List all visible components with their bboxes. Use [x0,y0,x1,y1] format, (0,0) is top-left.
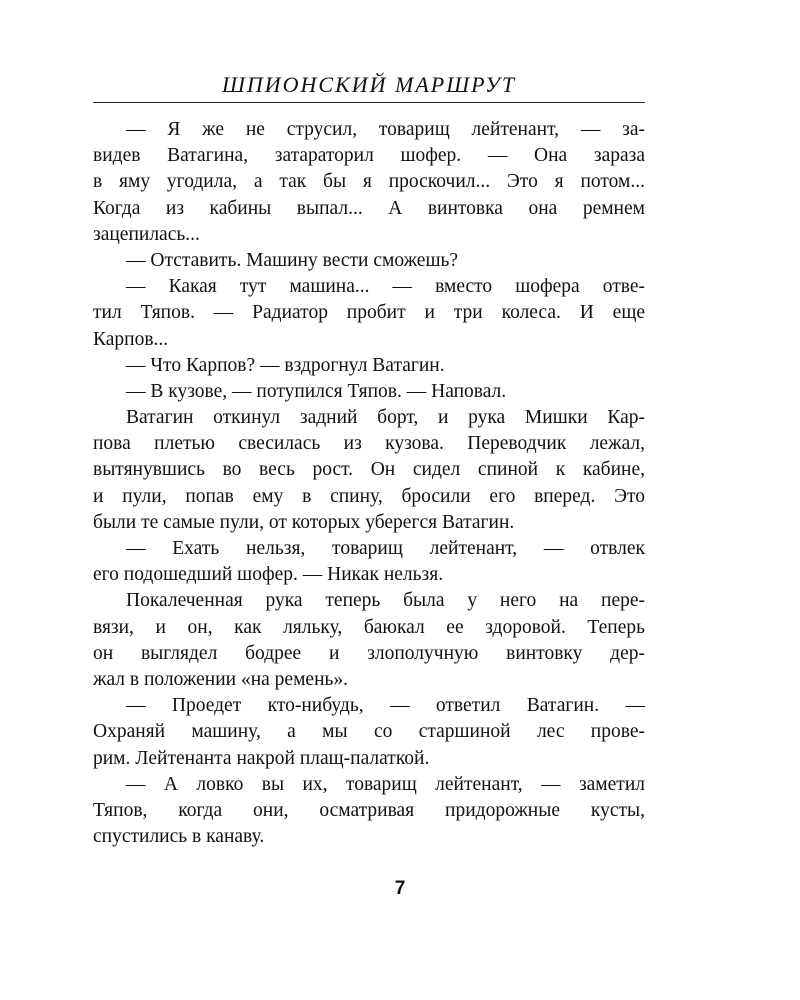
text-line: — Я же не струсил, товарищ лейтенант, — за- [126,119,645,140]
page-number: 7 [394,878,406,899]
text-line: тил Тяпов. — Радиатор пробит и три колеса. И еще [93,302,645,324]
text-line: его подошедший шофер. — Никак нельзя. [93,564,444,586]
text-line: — А ловко вы их, товарищ лейтенант, — заметил [126,773,645,795]
text-line: — Проедет кто-нибудь, — ответил Ватагин. — [126,695,645,717]
running-head-title: ШПИОНСКИЙ МАРШРУТ [221,72,517,97]
text-line: — Что Карпов? — вздрогнул Ватагин. [126,354,445,376]
text-line: жал в положении «на ремень». [93,668,349,690]
text-line: он выглядел бодрее и злополучную винтовку дер- [93,642,645,664]
text-line: — Какая тут машина... — вместо шофера отве- [126,276,645,298]
text-line: в яму угодила, а так бы я проскочил... Это я потом... [93,171,645,193]
text-line: и пули, попав ему в спину, бросили его вперед. Это [93,485,645,507]
text-line: — В кузове, — потупился Тяпов. — Наповал. [126,380,507,402]
text-line: Карпов... [93,328,169,350]
book-page [93,70,645,850]
text-line: вязи, и он, как ляльку, баюкал ее здоровой. Теперь [93,616,645,638]
text-line: Когда из кабины выпал... А винтовка она ремнем [93,197,645,219]
text-line: были те самые пули, от которых уберегся Ватагин. [93,511,515,533]
text-line: спустились в канаву. [93,826,265,848]
text-line: Покалеченная рука теперь была у него на пере- [126,590,645,612]
text-line: рим. Лейтенанта накрой плащ-палаткой. [93,747,430,769]
text-line: — Отставить. Машину вести сможешь? [126,249,459,271]
text-line: видев Ватагина, затараторил шофер. — Она зараза [93,145,645,167]
text-line: пова плетью свесилась из кузова. Переводчик лежал, [93,433,645,455]
text-line: Охраняй машину, а мы со старшиной лес прове- [93,721,645,743]
text-line: зацепилась... [93,223,200,245]
body-text [93,117,645,850]
text-line: вытянувшись во весь рост. Он сидел спиной к кабине, [93,459,645,481]
text-line: — Ехать нельзя, товарищ лейтенант, — отвлек [126,538,645,559]
text-line: Тяпов, когда они, осматривая придорожные кусты, [93,799,645,821]
header-rule [93,102,645,103]
text-line: Ватагин откинул задний борт, и рука Мишки Кар- [126,407,645,429]
